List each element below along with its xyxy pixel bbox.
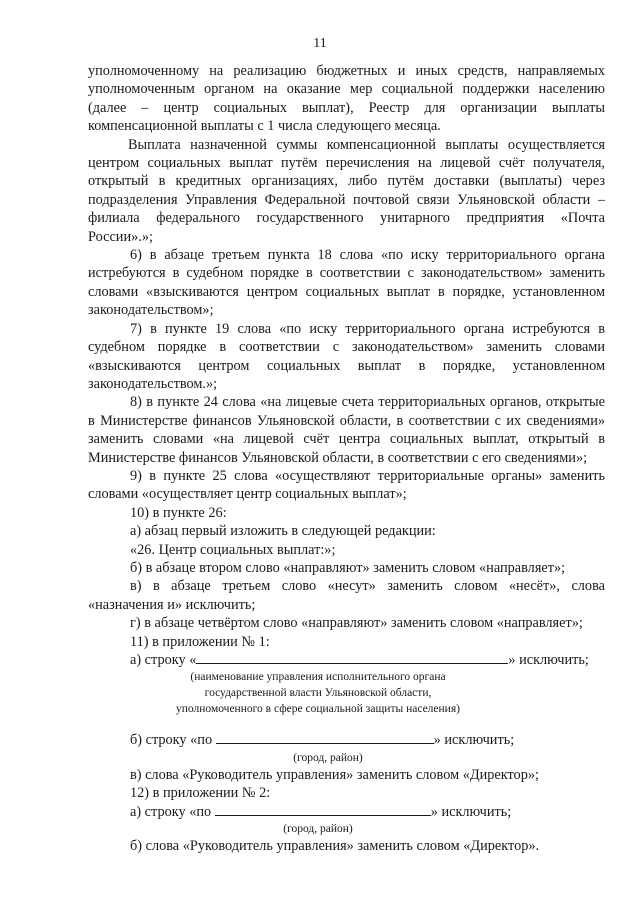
appendix1-b-prefix: б) строку «по <box>130 732 213 749</box>
paragraph-item-10b: б) в абзаце втором слово «направляют» заменить словом «направляет»; <box>130 559 566 576</box>
paragraph-item-8: 8) в пункте 24 слова «на лицевые счета территориальных органов, открытые в Министерстве финансов Ульяновской области, в соответствии с их сведениями» заменить словами «на лицевой счёт центра социальных выплат, открытый в Министерстве финансов Ульяновской области, в соответствии с его сведениями»; <box>88 394 605 466</box>
page-number: 11 <box>313 36 327 51</box>
paragraph-payment: Выплата назначенной суммы компенсационной выплаты осуществляется центром социальных выплат путём перечисления на лицевой счёт получателя, открытый в кредитных организациях, либо путём доставки (выплаты) через подразделения Управления Федеральной почтовой связи Ульяновской области – филиала федерального государственного унитарного предприятия «Почта России».»; <box>88 136 605 245</box>
paragraph-item-10d: г) в абзаце четвёртом слово «направляют» заменить словом «направляет»; <box>130 615 583 632</box>
appendix1-a-suffix: » исключить; <box>508 652 589 668</box>
appendix1-a-prefix: а) строку « <box>130 652 197 668</box>
paragraph-item-9: 9) в пункте 25 слова «осуществляют территориальные органы» заменить словами «осуществляет центр социальных выплат»; <box>88 467 605 503</box>
appendix2-a-prefix: а) строку «по <box>130 803 212 820</box>
appendix2-line-b: б) слова «Руководитель управления» заменить словом «Директор». <box>130 838 540 855</box>
appendix2-a-suffix: » исключить; <box>430 803 512 820</box>
appendix1-b-suffix: » исключить; <box>433 732 515 749</box>
caption-line-3: уполномоченного в сфере социальной защиты населения) <box>176 703 460 716</box>
appendix1-a-blank <box>196 651 508 664</box>
appendix1-b-blank <box>216 731 434 744</box>
appendix1-line-a <box>88 651 605 669</box>
paragraph-continuation: уполномоченному на реализацию бюджетных и иных средств, направляемых уполномоченным органом на оказание мер социальной поддержки населению (далее – центр социальных выплат), Реестр для организации выплаты компенсационной выплаты с 1 числа следующего месяца. <box>88 63 605 135</box>
paragraph-item-7: 7) в пункте 19 слова «по иску территориального органа истребуются в судебном порядке в соответствии с законодательством» заменить словами «взыскиваются центром социальных выплат в порядке, установленном законодательством.»; <box>88 320 605 392</box>
paragraph-item-10: 10) в пункте 26: <box>130 504 227 521</box>
appendix2-header: 12) в приложении № 2: <box>130 785 271 802</box>
caption-city-district-2: (город, район) <box>283 823 353 836</box>
caption-line-2: государственной власти Ульяновской области, <box>204 687 432 700</box>
paragraph-item-10c: в) в абзаце третьем слово «несут» заменить словом «несёт», слова «назначения и» исключить; <box>88 578 605 613</box>
appendix1-a-caption <box>148 669 488 717</box>
appendix2-a-blank <box>215 803 431 816</box>
appendix1-b-caption <box>268 750 388 766</box>
paragraph-item-10a: а) абзац первый изложить в следующей редакции: <box>130 523 436 540</box>
appendix1-line-c: в) слова «Руководитель управления» заменить словом «Директор»; <box>130 766 539 783</box>
caption-city-district: (город, район) <box>293 751 363 764</box>
appendix2-line-a <box>88 803 605 821</box>
appendix2-a-caption <box>258 821 378 837</box>
document-body <box>88 62 605 855</box>
paragraph-item-11: 11) в приложении № 1: <box>130 633 270 650</box>
appendix1-line-b <box>88 731 605 749</box>
caption-line-1: (наименование управления исполнительного органа <box>190 671 446 684</box>
paragraph-item-26-quote: «26. Центр социальных выплат:»; <box>130 541 336 558</box>
paragraph-item-6: 6) в абзаце третьем пункта 18 слова «по иску территориального органа истребуются в судебном порядке в соответствии с законодательством» заменить словами «взыскиваются центром социальных выплат в порядке, установленном законодательством»; <box>88 247 605 319</box>
